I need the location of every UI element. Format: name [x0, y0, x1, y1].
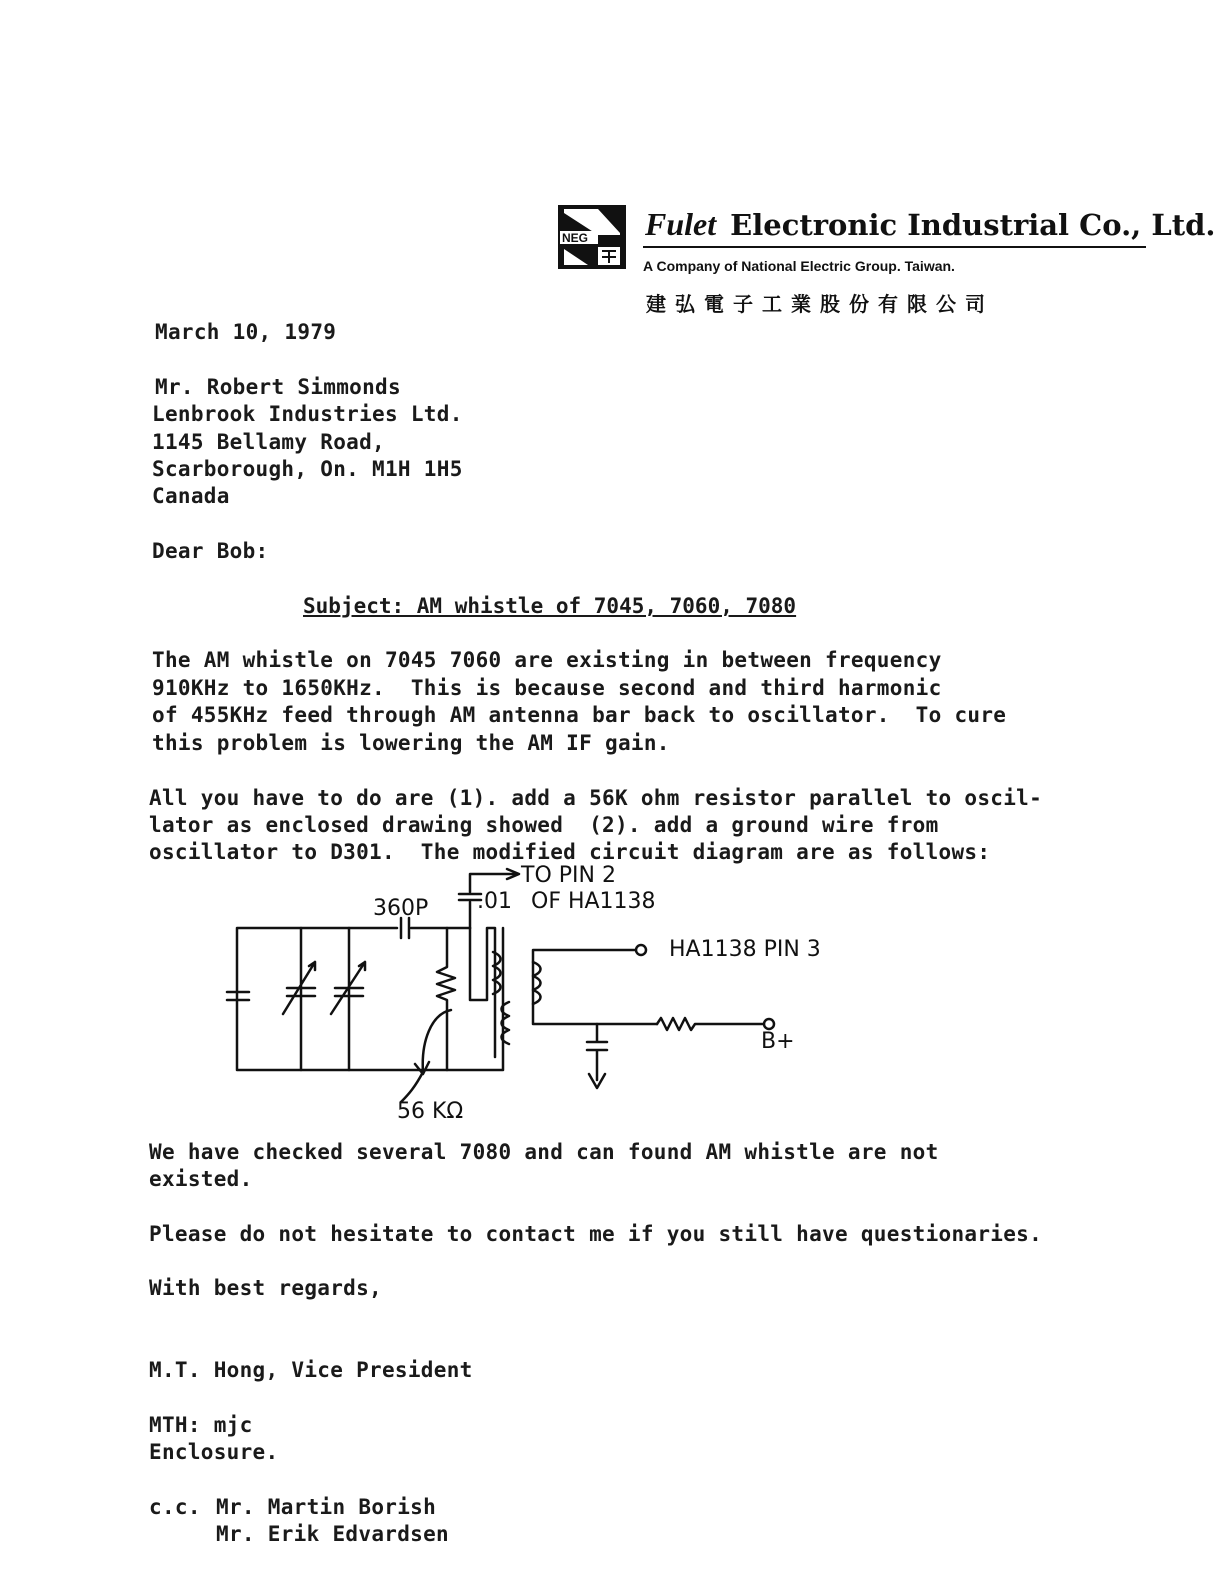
company-logo-icon: [558, 205, 626, 269]
paragraph-line: All you have to do are (1). add a 56K ohm resistor parallel to oscil-: [149, 786, 1043, 810]
paragraph-line: oscillator to D301. The modified circuit diagram are as follows:: [149, 840, 991, 864]
company-brand: Fulet: [645, 206, 717, 242]
salutation: Dear Bob:: [152, 539, 269, 563]
paragraph-line: The AM whistle on 7045 7060 are existing in between frequency: [152, 648, 942, 672]
paragraph-line: existed.: [149, 1167, 253, 1191]
label-cap-value: .01: [477, 889, 512, 914]
recipient-line: Canada: [152, 484, 230, 508]
resistor-56k: [437, 928, 455, 1070]
b-plus-resistor: [657, 1018, 763, 1030]
paragraph-line: 910KHz to 1650KHz. This is because second and third harmonic: [152, 676, 942, 700]
paragraph-line: this problem is lowering the AM IF gain.: [152, 731, 670, 755]
signature: M.T. Hong, Vice President: [149, 1358, 473, 1382]
capacitor-360p: [401, 918, 409, 938]
resistor-arrow: [415, 1010, 451, 1074]
oscillator-wiring: [470, 928, 495, 1057]
label-ha1138-pin3: HA1138 PIN 3: [669, 937, 821, 962]
initials: MTH: mjc: [149, 1413, 253, 1437]
enclosure: Enclosure.: [149, 1440, 279, 1464]
label-360p: 360P: [373, 896, 429, 921]
company-name-rest: Electronic Industrial Co., Ltd.: [730, 208, 1216, 242]
letter-date: March 10, 1979: [155, 320, 337, 344]
cc-recipient: Mr. Erik Edvardsen: [216, 1522, 449, 1546]
circuit-diagram: [225, 862, 865, 1127]
recipient-line: 1145 Bellamy Road,: [152, 430, 385, 454]
cc-label: c.c.: [149, 1495, 201, 1519]
variable-capacitor-1: [283, 928, 315, 1070]
secondary-wiring: [533, 950, 657, 1024]
label-56k: 56 KΩ: [397, 1099, 464, 1124]
closing: With best regards,: [149, 1276, 382, 1300]
label-b-plus: B+: [761, 1029, 795, 1054]
cc-recipient: Mr. Martin Borish: [216, 1495, 437, 1519]
letterhead-rule: [643, 246, 1146, 248]
circuit-frame-wire: [237, 928, 503, 1070]
paragraph-line: Please do not hesitate to contact me if you still have questionaries.: [149, 1222, 1043, 1246]
pin3-terminal: [636, 945, 646, 955]
variable-capacitor-2: [331, 928, 365, 1070]
paragraph-line: We have checked several 7080 and can found AM whistle are not: [149, 1140, 939, 1164]
letter-subject: Subject: AM whistle of 7045, 7060, 7080: [303, 594, 797, 618]
company-chinese-name: 建弘電子工業股份有限公司: [646, 292, 994, 316]
paragraph-line: lator as enclosed drawing showed (2). add a ground wire from: [149, 813, 939, 837]
recipient-line: Lenbrook Industries Ltd.: [152, 402, 463, 426]
company-name: [645, 206, 1216, 243]
company-tagline: A Company of National Electric Group. Taiwan.: [643, 258, 955, 274]
logo-text: NEG: [562, 231, 589, 245]
label-of-ha1138: OF HA1138: [531, 889, 656, 914]
label-to-pin2: TO PIN 2: [521, 863, 616, 888]
resistor-leader: [401, 1072, 423, 1102]
bypass-capacitor: [587, 1024, 607, 1088]
recipient-line: Mr. Robert Simmonds: [155, 375, 401, 399]
paragraph-line: of 455KHz feed through AM antenna bar back to oscillator. To cure: [152, 703, 1007, 727]
recipient-line: Scarborough, On. M1H 1H5: [152, 457, 463, 481]
b-plus-terminal: [764, 1019, 774, 1029]
